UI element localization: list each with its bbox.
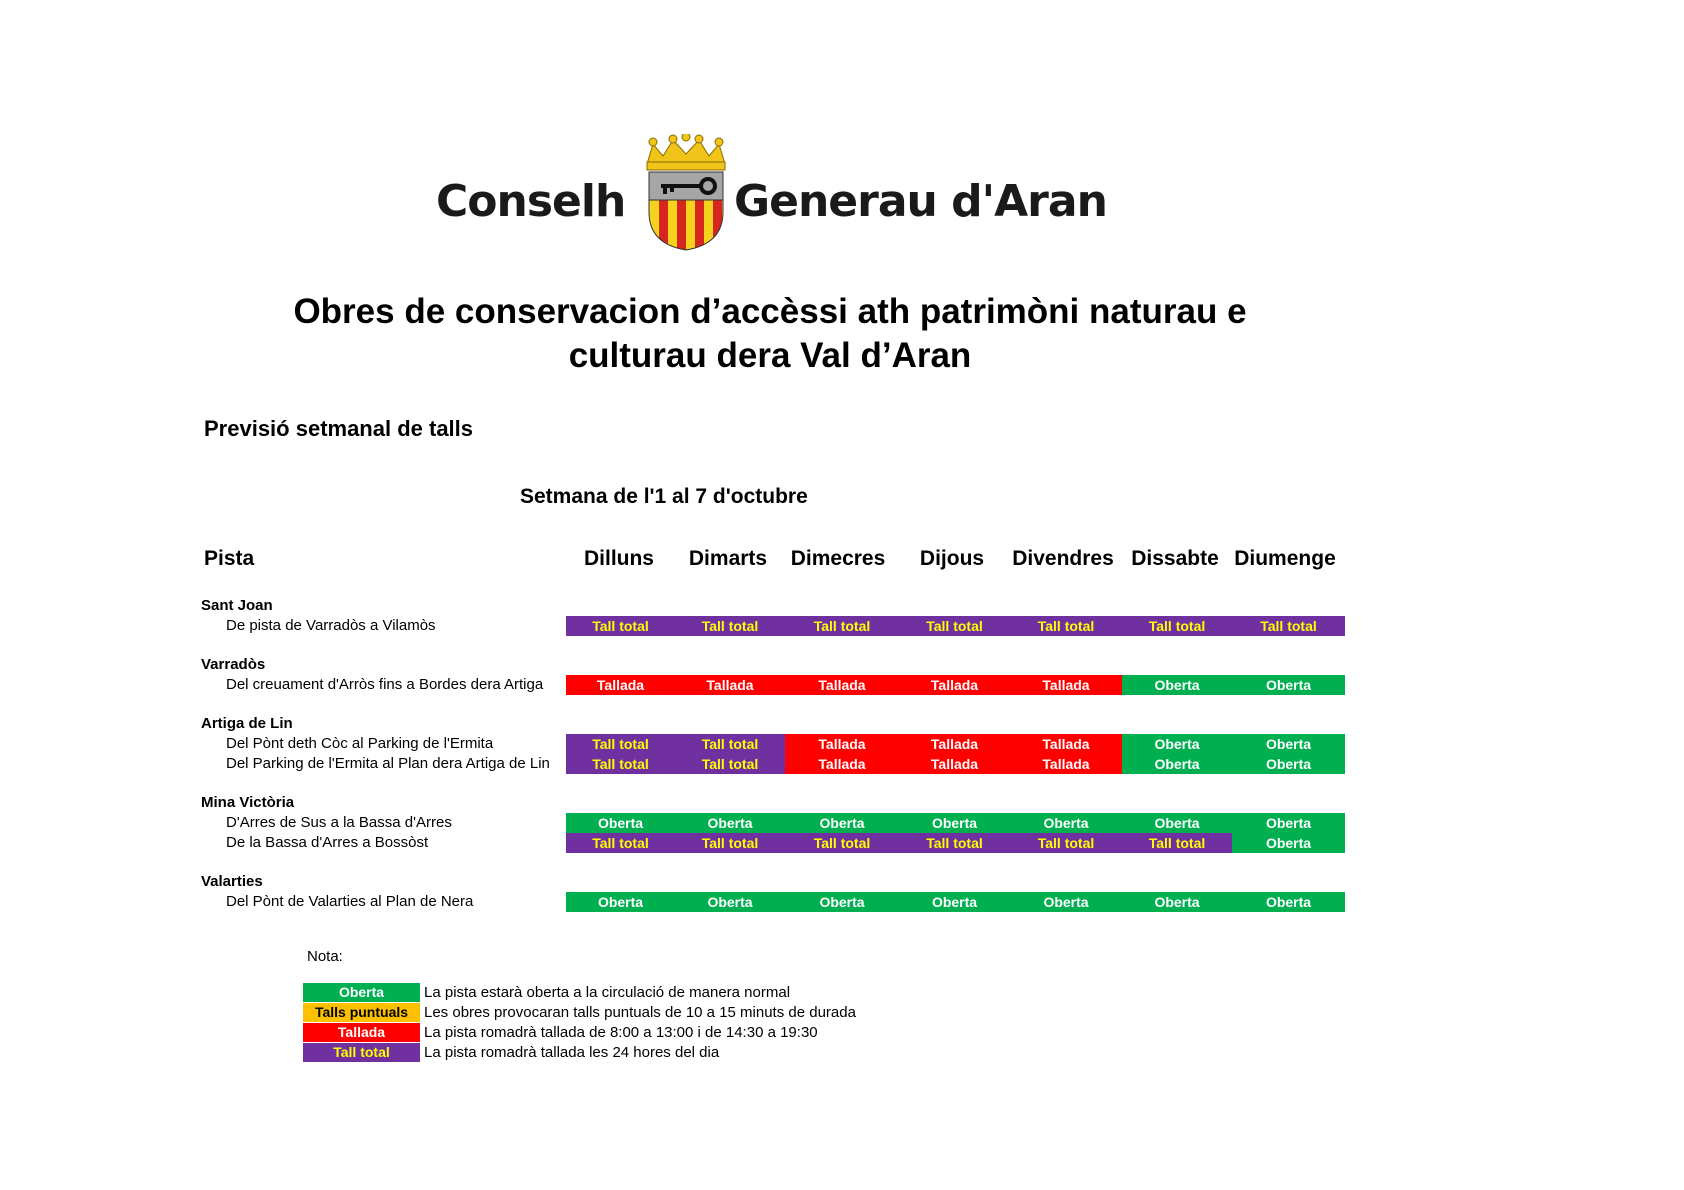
legend-description: La pista estarà oberta a la circulació de manera normal: [424, 984, 791, 1001]
page-title: [250, 290, 1290, 378]
status-cell-dimecres: Tallada: [785, 734, 899, 754]
status-cell-dimarts: Tall total: [675, 754, 785, 774]
row-label: Del Pònt de Valarties al Plan de Nera: [226, 893, 474, 910]
status-cell-divendres: Tallada: [1010, 734, 1122, 754]
status-cell-diumenge: Oberta: [1232, 675, 1345, 695]
logo-text-left: Conselh: [436, 176, 626, 227]
group-label-mina-victoria: Mina Victòria: [201, 794, 295, 811]
status-cell-dissabte: Tall total: [1122, 616, 1232, 636]
status-cell-dimarts: Tall total: [675, 833, 785, 853]
day-header-diumenge: Diumenge: [1234, 547, 1336, 570]
status-cell-dimecres: Tall total: [785, 833, 899, 853]
status-cell-divendres: Tallada: [1010, 675, 1122, 695]
legend-description: Les obres provocaran talls puntuals de 10 a 15 minuts de durada: [424, 1004, 856, 1021]
group-label-sant-joan: Sant Joan: [201, 597, 273, 614]
legend-description: La pista romadrà tallada les 24 hores del dia: [424, 1044, 720, 1061]
status-cell-dissabte: Oberta: [1122, 892, 1232, 912]
status-cell-dissabte: Oberta: [1122, 734, 1232, 754]
status-cell-dilluns: Oberta: [566, 892, 675, 912]
page-title-line-2: culturau dera Val d’Aran: [568, 336, 972, 375]
status-cell-dilluns: Tall total: [566, 754, 675, 774]
status-cell-dimarts: Tall total: [675, 734, 785, 754]
status-cell-dijous: Tallada: [899, 675, 1010, 695]
status-cell-diumenge: Oberta: [1232, 734, 1345, 754]
status-cell-diumenge: Oberta: [1232, 833, 1345, 853]
status-cell-dissabte: Oberta: [1122, 754, 1232, 774]
day-header-dimarts: Dimarts: [688, 547, 768, 570]
row-label: De la Bassa d'Arres a Bossòst: [226, 834, 429, 851]
status-cell-dimarts: Oberta: [675, 813, 785, 833]
legend-swatch-tallada: Tallada: [303, 1023, 420, 1042]
group-label-valarties: Valarties: [201, 873, 263, 890]
status-cell-dilluns: Tall total: [566, 833, 675, 853]
status-cell-dimecres: Tall total: [785, 616, 899, 636]
status-cell-dilluns: Oberta: [566, 813, 675, 833]
status-cell-diumenge: Oberta: [1232, 813, 1345, 833]
status-cell-divendres: Tallada: [1010, 754, 1122, 774]
legend-swatch-tall-total: Tall total: [303, 1043, 420, 1062]
status-cell-divendres: Oberta: [1010, 813, 1122, 833]
row-label: Del Pònt deth Còc al Parking de l'Ermita: [226, 735, 494, 752]
status-cell-dimecres: Tallada: [785, 675, 899, 695]
coat-of-arms-icon: [639, 134, 733, 252]
day-header-dijous: Dijous: [919, 547, 985, 570]
organization-logo: [436, 130, 1126, 255]
status-cell-dissabte: Oberta: [1122, 675, 1232, 695]
status-cell-diumenge: Tall total: [1232, 616, 1345, 636]
status-cell-dimecres: Oberta: [785, 892, 899, 912]
legend-title: Nota:: [307, 948, 343, 965]
row-label: Del Parking de l'Ermita al Plan dera Artiga de Lin: [226, 755, 550, 772]
day-header-dissabte: Dissabte: [1131, 547, 1219, 570]
status-cell-dijous: Tall total: [899, 833, 1010, 853]
day-header-dimecres: Dimecres: [790, 547, 886, 570]
status-cell-dilluns: Tall total: [566, 616, 675, 636]
day-header-divendres: Divendres: [1012, 547, 1114, 570]
legend-swatch-talls-puntuals: Talls puntuals: [303, 1003, 420, 1022]
status-cell-dijous: Tallada: [899, 754, 1010, 774]
row-label: D'Arres de Sus a la Bassa d'Arres: [226, 814, 452, 831]
row-label: Del creuament d'Arròs fins a Bordes dera Artiga: [226, 676, 544, 693]
logo-text-right: Generau d'Aran: [734, 176, 1107, 227]
status-cell-diumenge: Oberta: [1232, 754, 1345, 774]
group-label-artiga-de-lin: Artiga de Lin: [201, 715, 293, 732]
row-label: De pista de Varradòs a Vilamòs: [226, 617, 436, 634]
section-subtitle: Previsió setmanal de talls: [204, 416, 474, 441]
status-cell-divendres: Oberta: [1010, 892, 1122, 912]
status-cell-dissabte: Oberta: [1122, 813, 1232, 833]
group-label-varrados: Varradòs: [201, 656, 266, 673]
legend-swatch-oberta: Oberta: [303, 983, 420, 1002]
status-cell-dijous: Oberta: [899, 813, 1010, 833]
status-cell-dijous: Oberta: [899, 892, 1010, 912]
status-cell-dimarts: Oberta: [675, 892, 785, 912]
status-cell-dimarts: Tall total: [675, 616, 785, 636]
status-cell-dilluns: Tall total: [566, 734, 675, 754]
week-label: Setmana de l'1 al 7 d'octubre: [520, 485, 808, 508]
pista-column-header: Pista: [204, 547, 255, 570]
status-cell-dimecres: Tallada: [785, 754, 899, 774]
status-cell-dijous: Tallada: [899, 734, 1010, 754]
status-cell-dijous: Tall total: [899, 616, 1010, 636]
status-cell-dimarts: Tallada: [675, 675, 785, 695]
status-cell-dimecres: Oberta: [785, 813, 899, 833]
day-header-dilluns: Dilluns: [583, 547, 654, 570]
legend-description: La pista romadrà tallada de 8:00 a 13:00 i de 14:30 a 19:30: [424, 1024, 818, 1041]
status-cell-diumenge: Oberta: [1232, 892, 1345, 912]
status-cell-dilluns: Tallada: [566, 675, 675, 695]
status-cell-divendres: Tall total: [1010, 616, 1122, 636]
status-cell-divendres: Tall total: [1010, 833, 1122, 853]
page-title-line-1: Obres de conservacion d’accèssi ath patrimòni naturau e: [293, 292, 1247, 331]
status-cell-dissabte: Tall total: [1122, 833, 1232, 853]
